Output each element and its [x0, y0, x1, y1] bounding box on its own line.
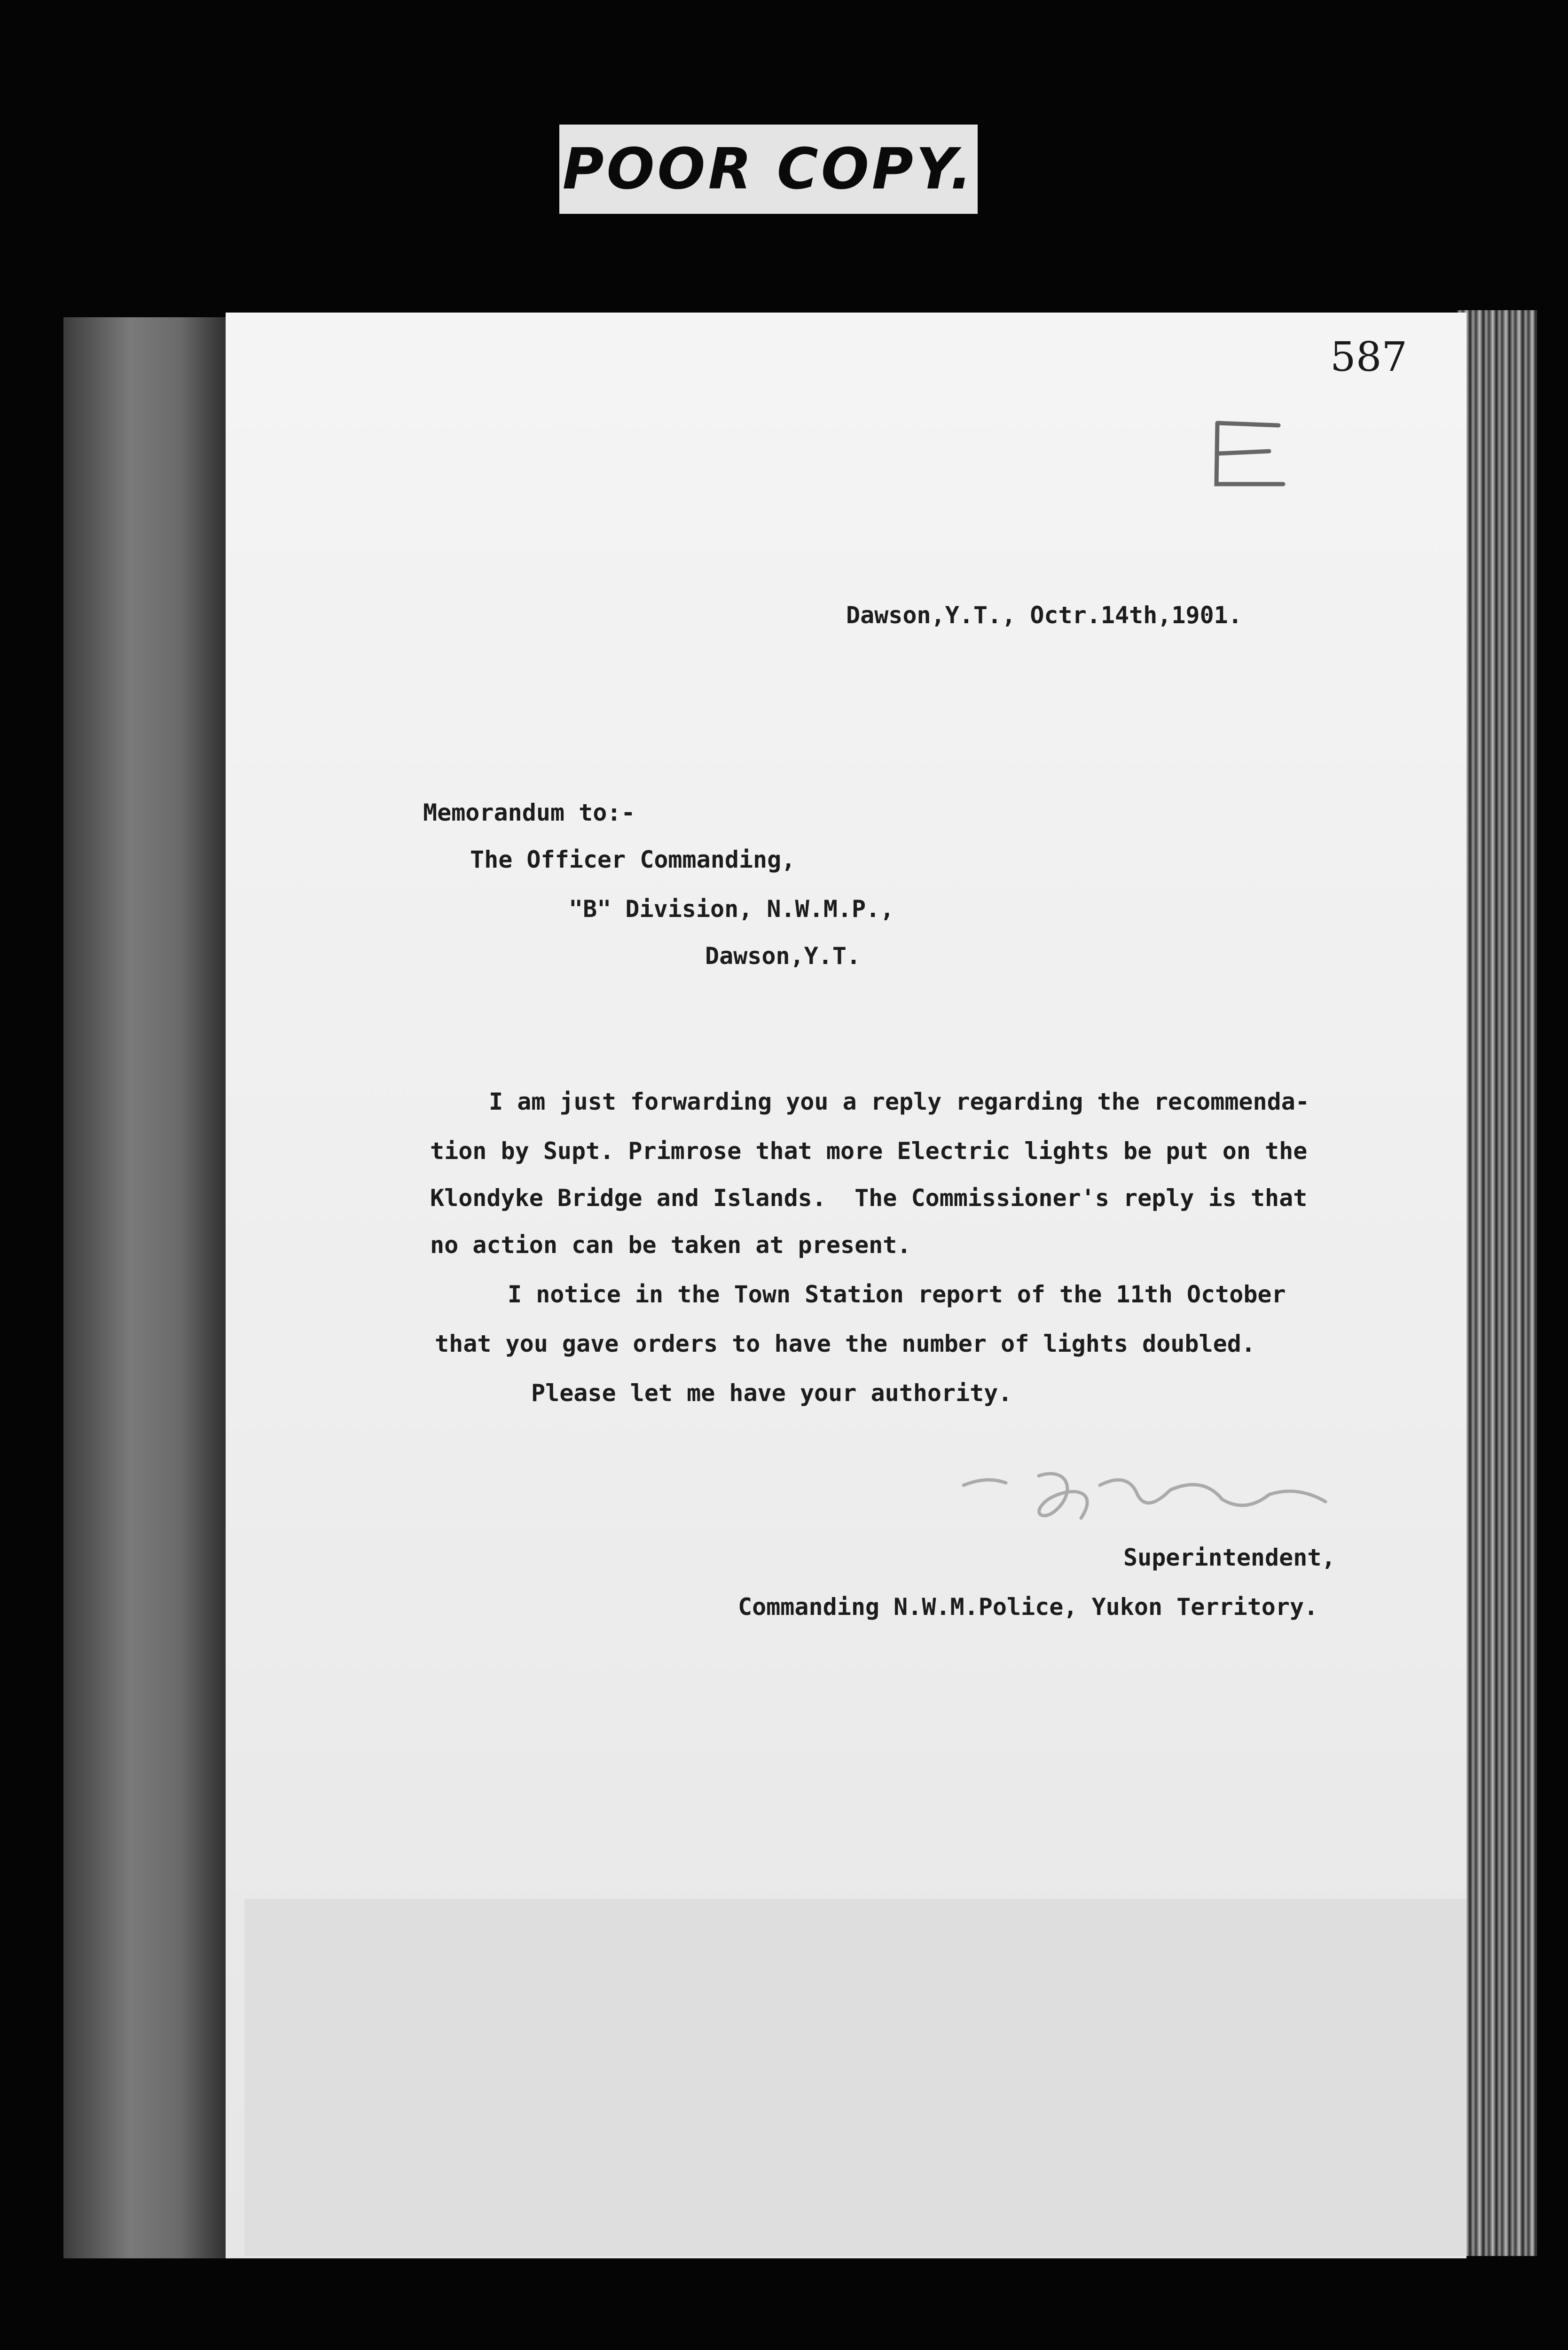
- page-edges: [1457, 310, 1537, 2256]
- body-line-6: that you gave orders to have the number of lights doubled.: [435, 1330, 1255, 1357]
- signature-title: Superintendent,: [1123, 1544, 1336, 1571]
- address-line-4: Dawson,Y.T.: [705, 942, 861, 970]
- body-line-7: Please let me have your authority.: [531, 1379, 1012, 1407]
- address-line-3: "B" Division, N.W.M.P.,: [569, 895, 894, 923]
- signature: [959, 1457, 1363, 1542]
- signature-office: Commanding N.W.M.Police, Yukon Territory.: [738, 1593, 1318, 1621]
- letter-page-lower: [244, 1899, 1466, 2256]
- address-line-2: The Officer Commanding,: [470, 846, 796, 873]
- address-line-1: Memorandum to:-: [423, 799, 635, 826]
- date-line: Dawson,Y.T., Octr.14th,1901.: [846, 602, 1242, 629]
- body-line-4: no action can be taken at present.: [430, 1231, 911, 1259]
- margin-mark-e: [1203, 414, 1297, 498]
- folio-number: 587: [1330, 334, 1408, 381]
- body-line-2: tion by Supt. Primrose that more Electric lights be put on the: [430, 1137, 1308, 1165]
- body-line-3: Klondyke Bridge and Islands. The Commissioner's reply is that: [430, 1184, 1308, 1212]
- poor-copy-label: POOR COPY.: [559, 125, 978, 214]
- body-line-1: I am just forwarding you a reply regarding the recommenda-: [489, 1088, 1309, 1115]
- binding-strip: [63, 317, 230, 2258]
- body-line-5: I notice in the Town Station report of the 11th October: [508, 1281, 1286, 1308]
